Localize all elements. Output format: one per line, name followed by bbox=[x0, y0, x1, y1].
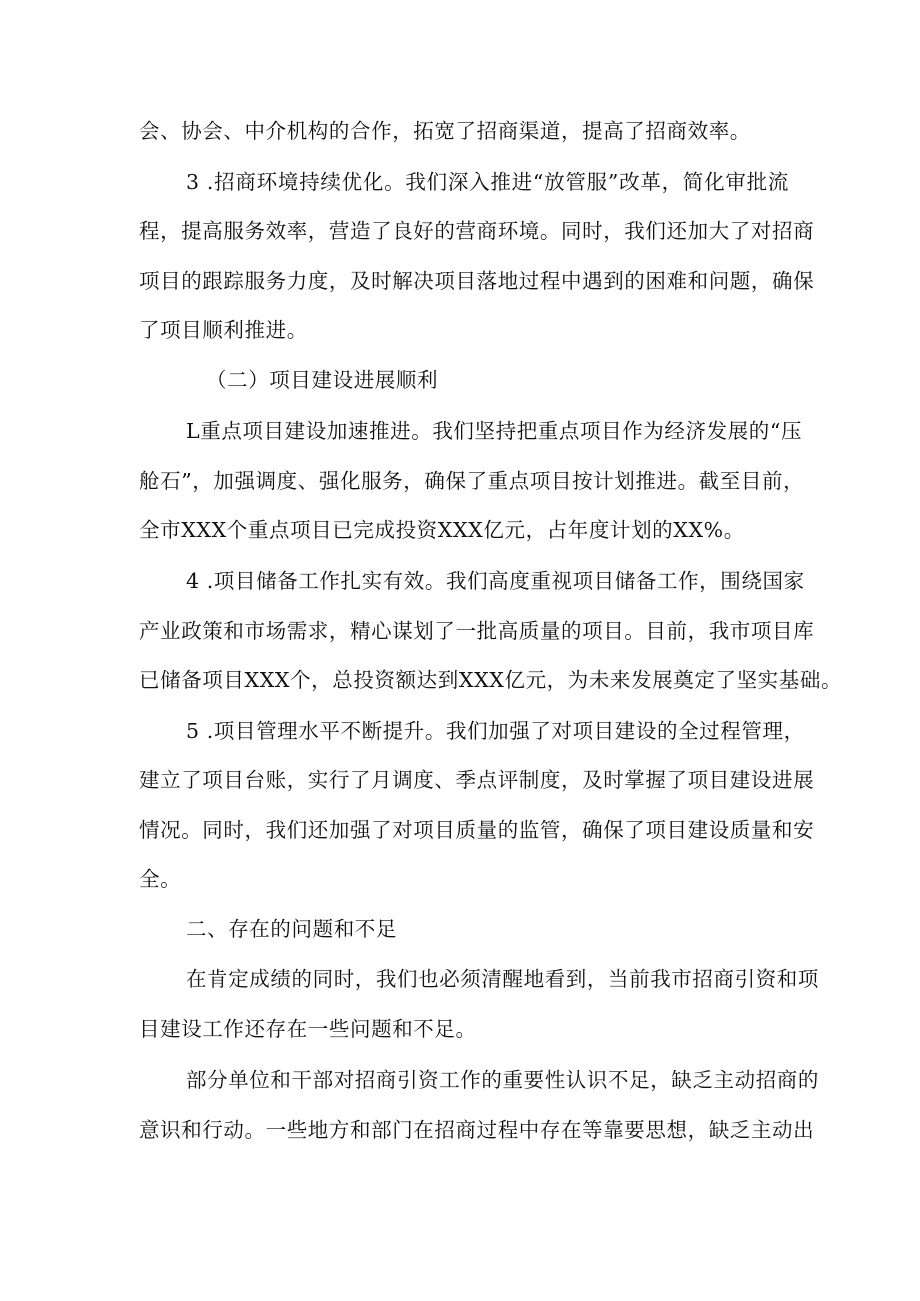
paragraph-line: L重点项目建设加速推进。我们坚持把重点项目作为经济发展的“压 bbox=[186, 419, 803, 443]
paragraph-line: 意识和行动。一些地方和部门在招商过程中存在等靠要思想，缺乏主动出 bbox=[139, 1118, 815, 1142]
paragraph-line: 5 .项目管理水平不断提升。我们加强了对项目建设的全过程管理， bbox=[186, 719, 805, 743]
paragraph-line: 目建设工作还存在一些问题和不足。 bbox=[139, 1017, 477, 1041]
section-heading: （二）项目建设进展顺利 bbox=[206, 368, 439, 392]
paragraph-line: 全市XXX个重点项目已完成投资XXX亿元，占年度计划的XX%。 bbox=[139, 518, 745, 542]
paragraph-line: 产业政策和市场需求，精心谋划了一批高质量的项目。目前，我市项目库 bbox=[139, 619, 815, 643]
paragraph-line: 舱石”，加强调度、强化服务，确保了重点项目按计划推进。截至目前， bbox=[139, 469, 805, 493]
paragraph-line: 已储备项目XXX个，总投资额达到XXX亿元，为未来发展奠定了坚实基础。 bbox=[139, 668, 843, 692]
paragraph-line: 全。 bbox=[139, 867, 182, 891]
paragraph-line: 3 .招商环境持续优化。我们深入推进“放管服”改革，简化审批流 bbox=[186, 170, 789, 194]
paragraph-line: 部分单位和干部对招商引资工作的重要性认识不足，缺乏主动招商的 bbox=[186, 1068, 819, 1092]
paragraph-line: 了项目顺利推进。 bbox=[139, 318, 308, 342]
paragraph-line: 在肯定成绩的同时，我们也必须清醒地看到，当前我市招商引资和项 bbox=[186, 967, 819, 991]
paragraph-line: 情况。同时，我们还加强了对项目质量的监管，确保了项目建设质量和安 bbox=[139, 818, 815, 842]
section-heading: 二、存在的问题和不足 bbox=[186, 917, 397, 941]
paragraph-line: 项目的跟踪服务力度，及时解决项目落地过程中遇到的困难和问题，确保 bbox=[139, 269, 815, 293]
paragraph-line: 4 .项目储备工作扎实有效。我们高度重视项目储备工作，围绕国家 bbox=[186, 569, 805, 593]
paragraph-line: 建立了项目台账，实行了月调度、季点评制度，及时掌握了项目建设进展 bbox=[139, 768, 815, 792]
paragraph-line: 会、协会、中介机构的合作，拓宽了招商渠道，提高了招商效率。 bbox=[139, 119, 751, 143]
paragraph-line: 程，提高服务效率，营造了良好的营商环境。同时，我们还加大了对招商 bbox=[139, 219, 815, 243]
